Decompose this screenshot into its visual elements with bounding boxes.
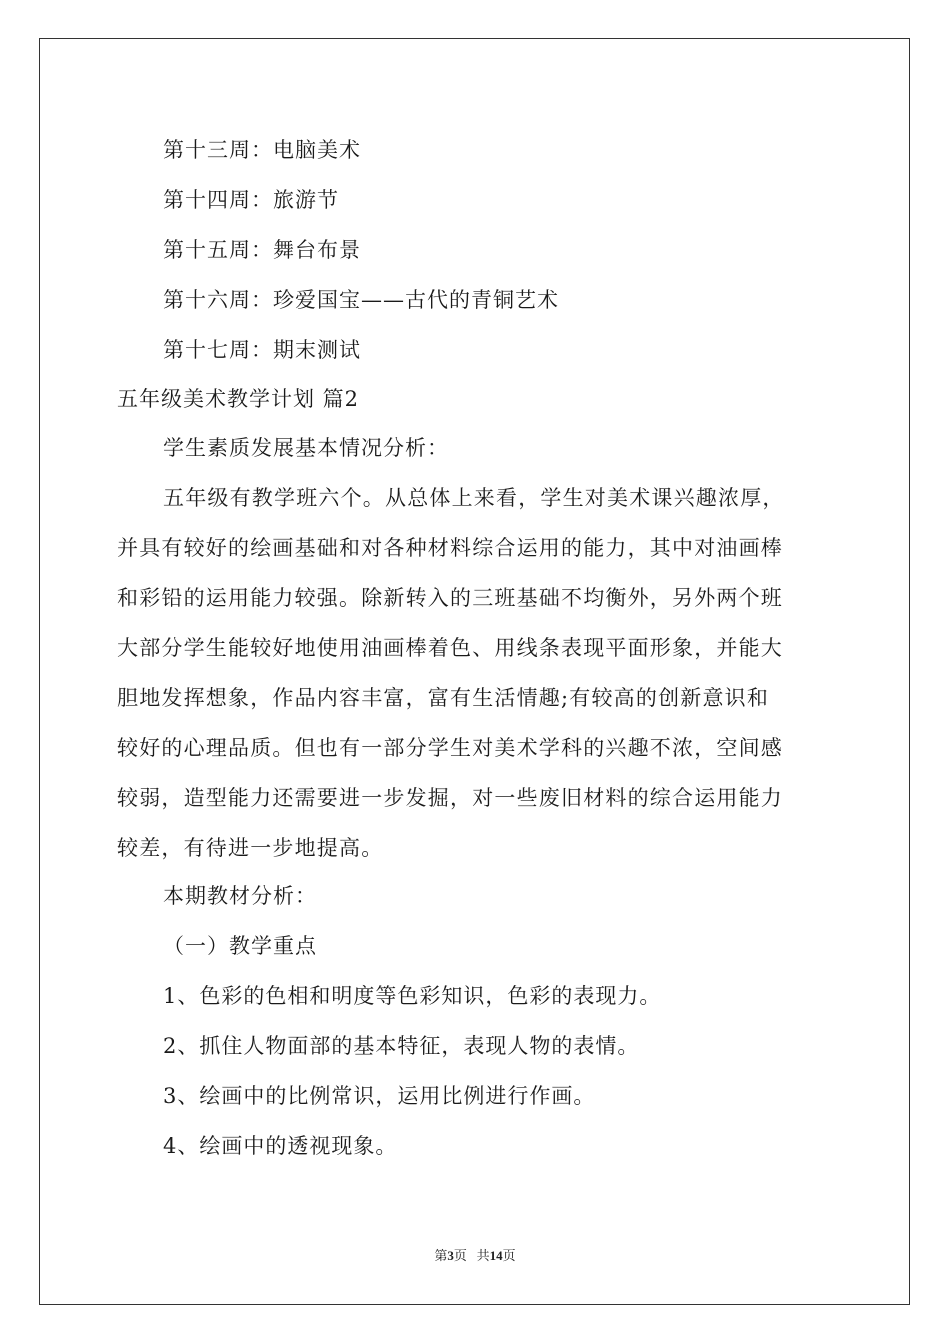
heading-key-points: （一）教学重点 <box>163 934 317 958</box>
student-analysis-paragraph <box>117 484 837 884</box>
week-15-line: 第十五周：舞台布景 <box>163 238 361 262</box>
paragraph-line: 较好的心理品质。但也有一部分学生对美术学科的兴趣不浓，空间感 <box>117 736 783 760</box>
week-17-line: 第十七周：期末测试 <box>163 338 361 362</box>
key-point-item: 2、抓住人物面部的基本特征，表现人物的表情。 <box>163 1034 640 1058</box>
footer-prefix: 第 <box>434 1248 448 1263</box>
week-14-line: 第十四周：旅游节 <box>163 188 339 212</box>
paragraph-line: 较差，有待进一步地提高。 <box>117 836 384 860</box>
key-point-item: 1、色彩的色相和明度等色彩知识，色彩的表现力。 <box>163 984 662 1008</box>
week-16-line: 第十六周：珍爱国宝——古代的青铜艺术 <box>163 288 559 312</box>
heading-textbook-analysis: 本期教材分析： <box>163 884 317 908</box>
footer-current-page: 3 <box>447 1248 454 1263</box>
week-13-line: 第十三周：电脑美术 <box>163 138 361 162</box>
key-point-item: 3、绘画中的比例常识，运用比例进行作画。 <box>163 1084 596 1108</box>
footer-total-pages: 14 <box>489 1248 503 1263</box>
paragraph-line: 并具有较好的绘画基础和对各种材料综合运用的能力，其中对油画棒 <box>117 536 783 560</box>
paragraph-line: 较弱，造型能力还需要进一步发掘，对一些废旧材料的综合运用能力 <box>117 786 783 810</box>
footer-mid: 页 共 <box>453 1248 490 1263</box>
paragraph-line: 和彩铅的运用能力较强。除新转入的三班基础不均衡外，另外两个班 <box>117 586 783 610</box>
page-footer <box>0 1248 950 1264</box>
paragraph-line: 胆地发挥想象，作品内容丰富，富有生活情趣;有较高的创新意识和 <box>117 686 770 710</box>
footer-suffix: 页 <box>502 1248 516 1263</box>
paragraph-line: 五年级有教学班六个。从总体上来看，学生对美术课兴趣浓厚， <box>163 486 785 510</box>
paragraph-line: 大部分学生能较好地使用油画棒着色、用线条表现平面形象，并能大 <box>117 636 783 660</box>
heading-student-analysis: 学生素质发展基本情况分析： <box>163 436 449 460</box>
section-title: 五年级美术教学计划 篇2 <box>117 387 360 411</box>
key-point-item: 4、绘画中的透视现象。 <box>163 1134 398 1158</box>
